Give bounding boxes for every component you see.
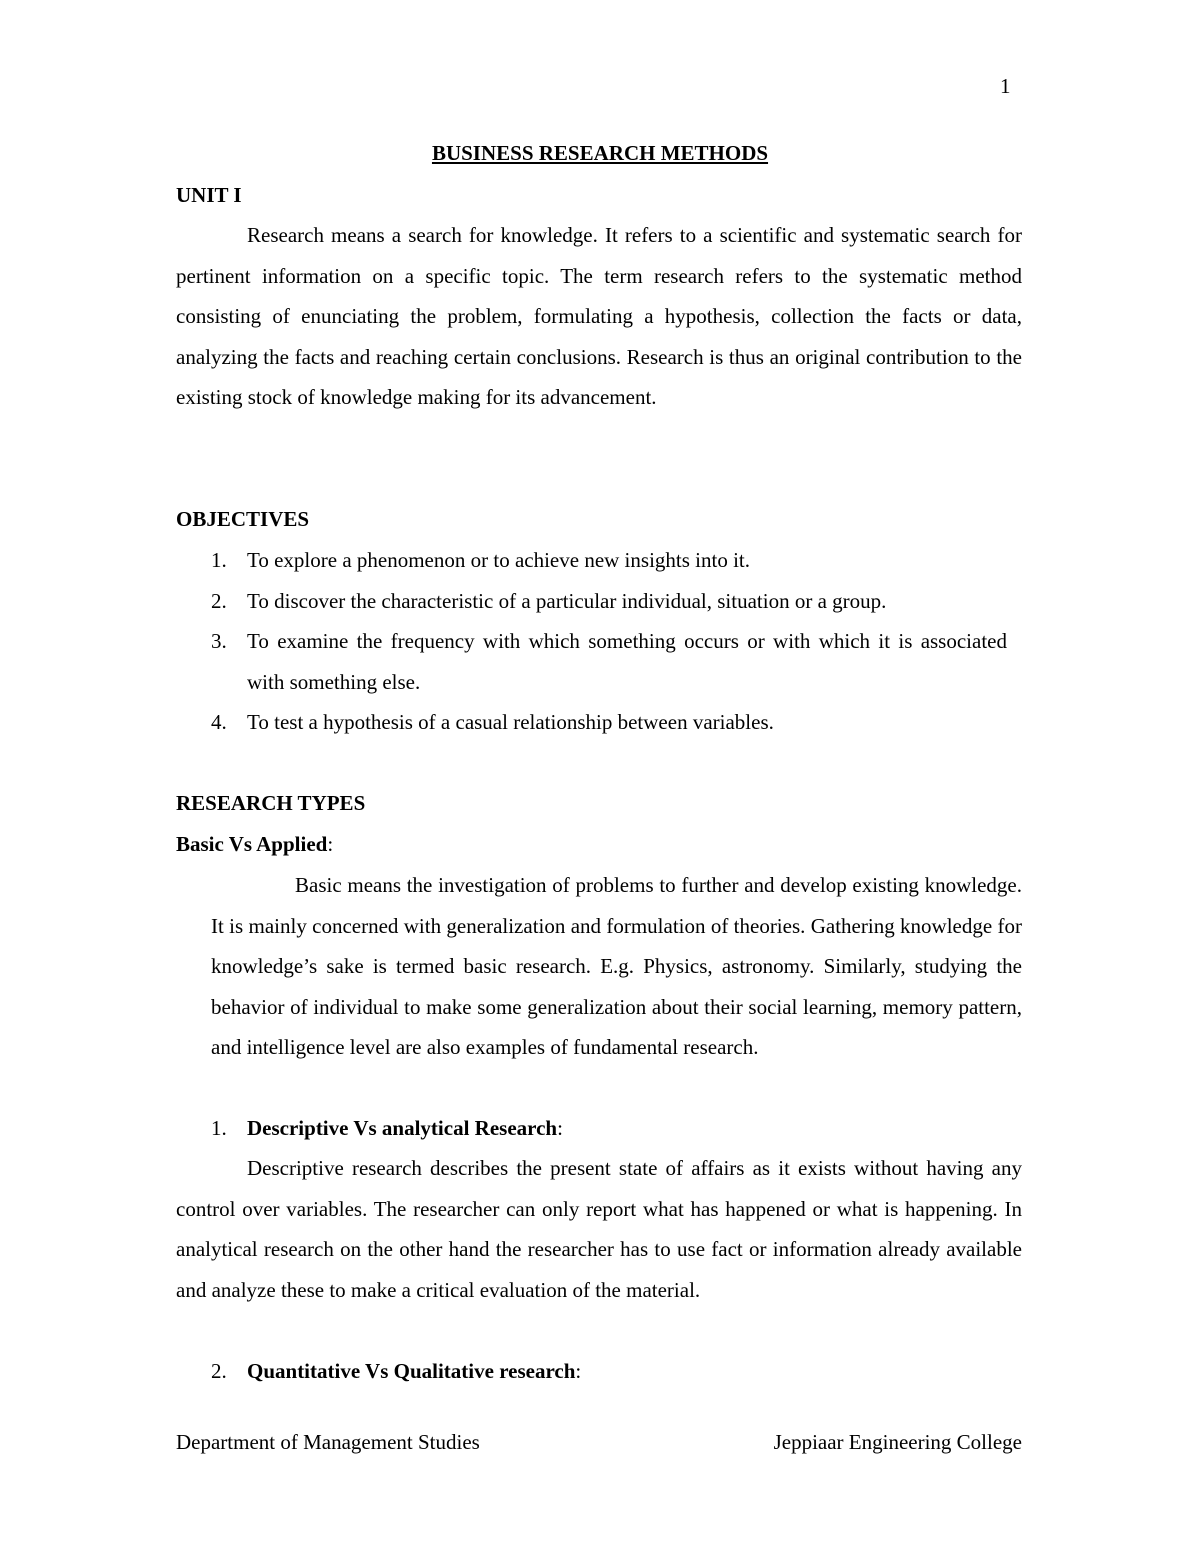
- document-title: BUSINESS RESEARCH METHODS: [431, 141, 769, 165]
- list-text: To test a hypothesis of a casual relationship between variables.: [247, 710, 774, 734]
- basic-vs-applied-label: Basic Vs Applied: [176, 832, 328, 856]
- objectives-heading: OBJECTIVES: [176, 507, 310, 531]
- list-item: [211, 621, 1007, 702]
- list-text: To explore a phenomenon or to achieve new insights into it.: [247, 548, 750, 572]
- descriptive-label: Descriptive Vs analytical Research: [247, 1116, 558, 1140]
- quantitative-item: [211, 1351, 1007, 1392]
- footer-left: Department of Management Studies: [176, 1430, 480, 1454]
- list-number: 2.: [211, 589, 227, 613]
- page-number: 1: [1000, 74, 1011, 98]
- footer-right: Jeppiaar Engineering College: [773, 1430, 1022, 1454]
- basic-paragraph: Basic means the investigation of problems to further and develop existing knowledge. It is mainly concerned with generalization and formulation of theories. Gathering knowledge for knowledge’s sake is termed basic research. E.g. Physics, astronomy. Similarly, studying the behavior of individual to make some generalization about their social learning, memory pattern, and intelligence level are also examples of fundamental research.: [211, 873, 1022, 1059]
- research-types-heading: RESEARCH TYPES: [176, 791, 366, 815]
- list-item: [211, 581, 1007, 622]
- quantitative-label: Quantitative Vs Qualitative research: [247, 1359, 576, 1383]
- list-number: 1.: [211, 1116, 227, 1140]
- basic-vs-applied-colon: :: [327, 832, 334, 856]
- basic-vs-applied-heading: [176, 832, 333, 857]
- list-item: [211, 702, 1007, 743]
- descriptive-colon: :: [557, 1116, 563, 1140]
- list-text: To discover the characteristic of a particular individual, situation or a group.: [247, 589, 887, 613]
- list-number: 1.: [211, 548, 227, 572]
- quantitative-colon: :: [575, 1359, 582, 1383]
- descriptive-paragraph: Descriptive research describes the present state of affairs as it exists without having any control over variables. The researcher can only report what has happened or what is happening. In analytical research on the other hand the researcher has to use fact or information already available and analyze these to make a critical evaluation of the material.: [176, 1156, 1022, 1302]
- descriptive-item: [211, 1108, 1007, 1149]
- intro-paragraph: Research means a search for knowledge. It refers to a scientific and systematic search for pertinent information on a specific topic. The term research refers to the systematic method consisting of enunciating the problem, formulating a hypothesis, collection the facts or data, analyzing the facts and reaching certain conclusions. Research is thus an original contribution to the existing stock of knowledge making for its advancement.: [176, 223, 1022, 409]
- list-item: [211, 540, 1007, 581]
- list-text: To examine the frequency with which something occurs or with which it is associated with something else.: [247, 629, 1007, 694]
- unit-heading: UNIT I: [176, 183, 242, 207]
- list-number: 2.: [211, 1359, 227, 1383]
- list-number: 3.: [211, 629, 227, 653]
- list-number: 4.: [211, 710, 227, 734]
